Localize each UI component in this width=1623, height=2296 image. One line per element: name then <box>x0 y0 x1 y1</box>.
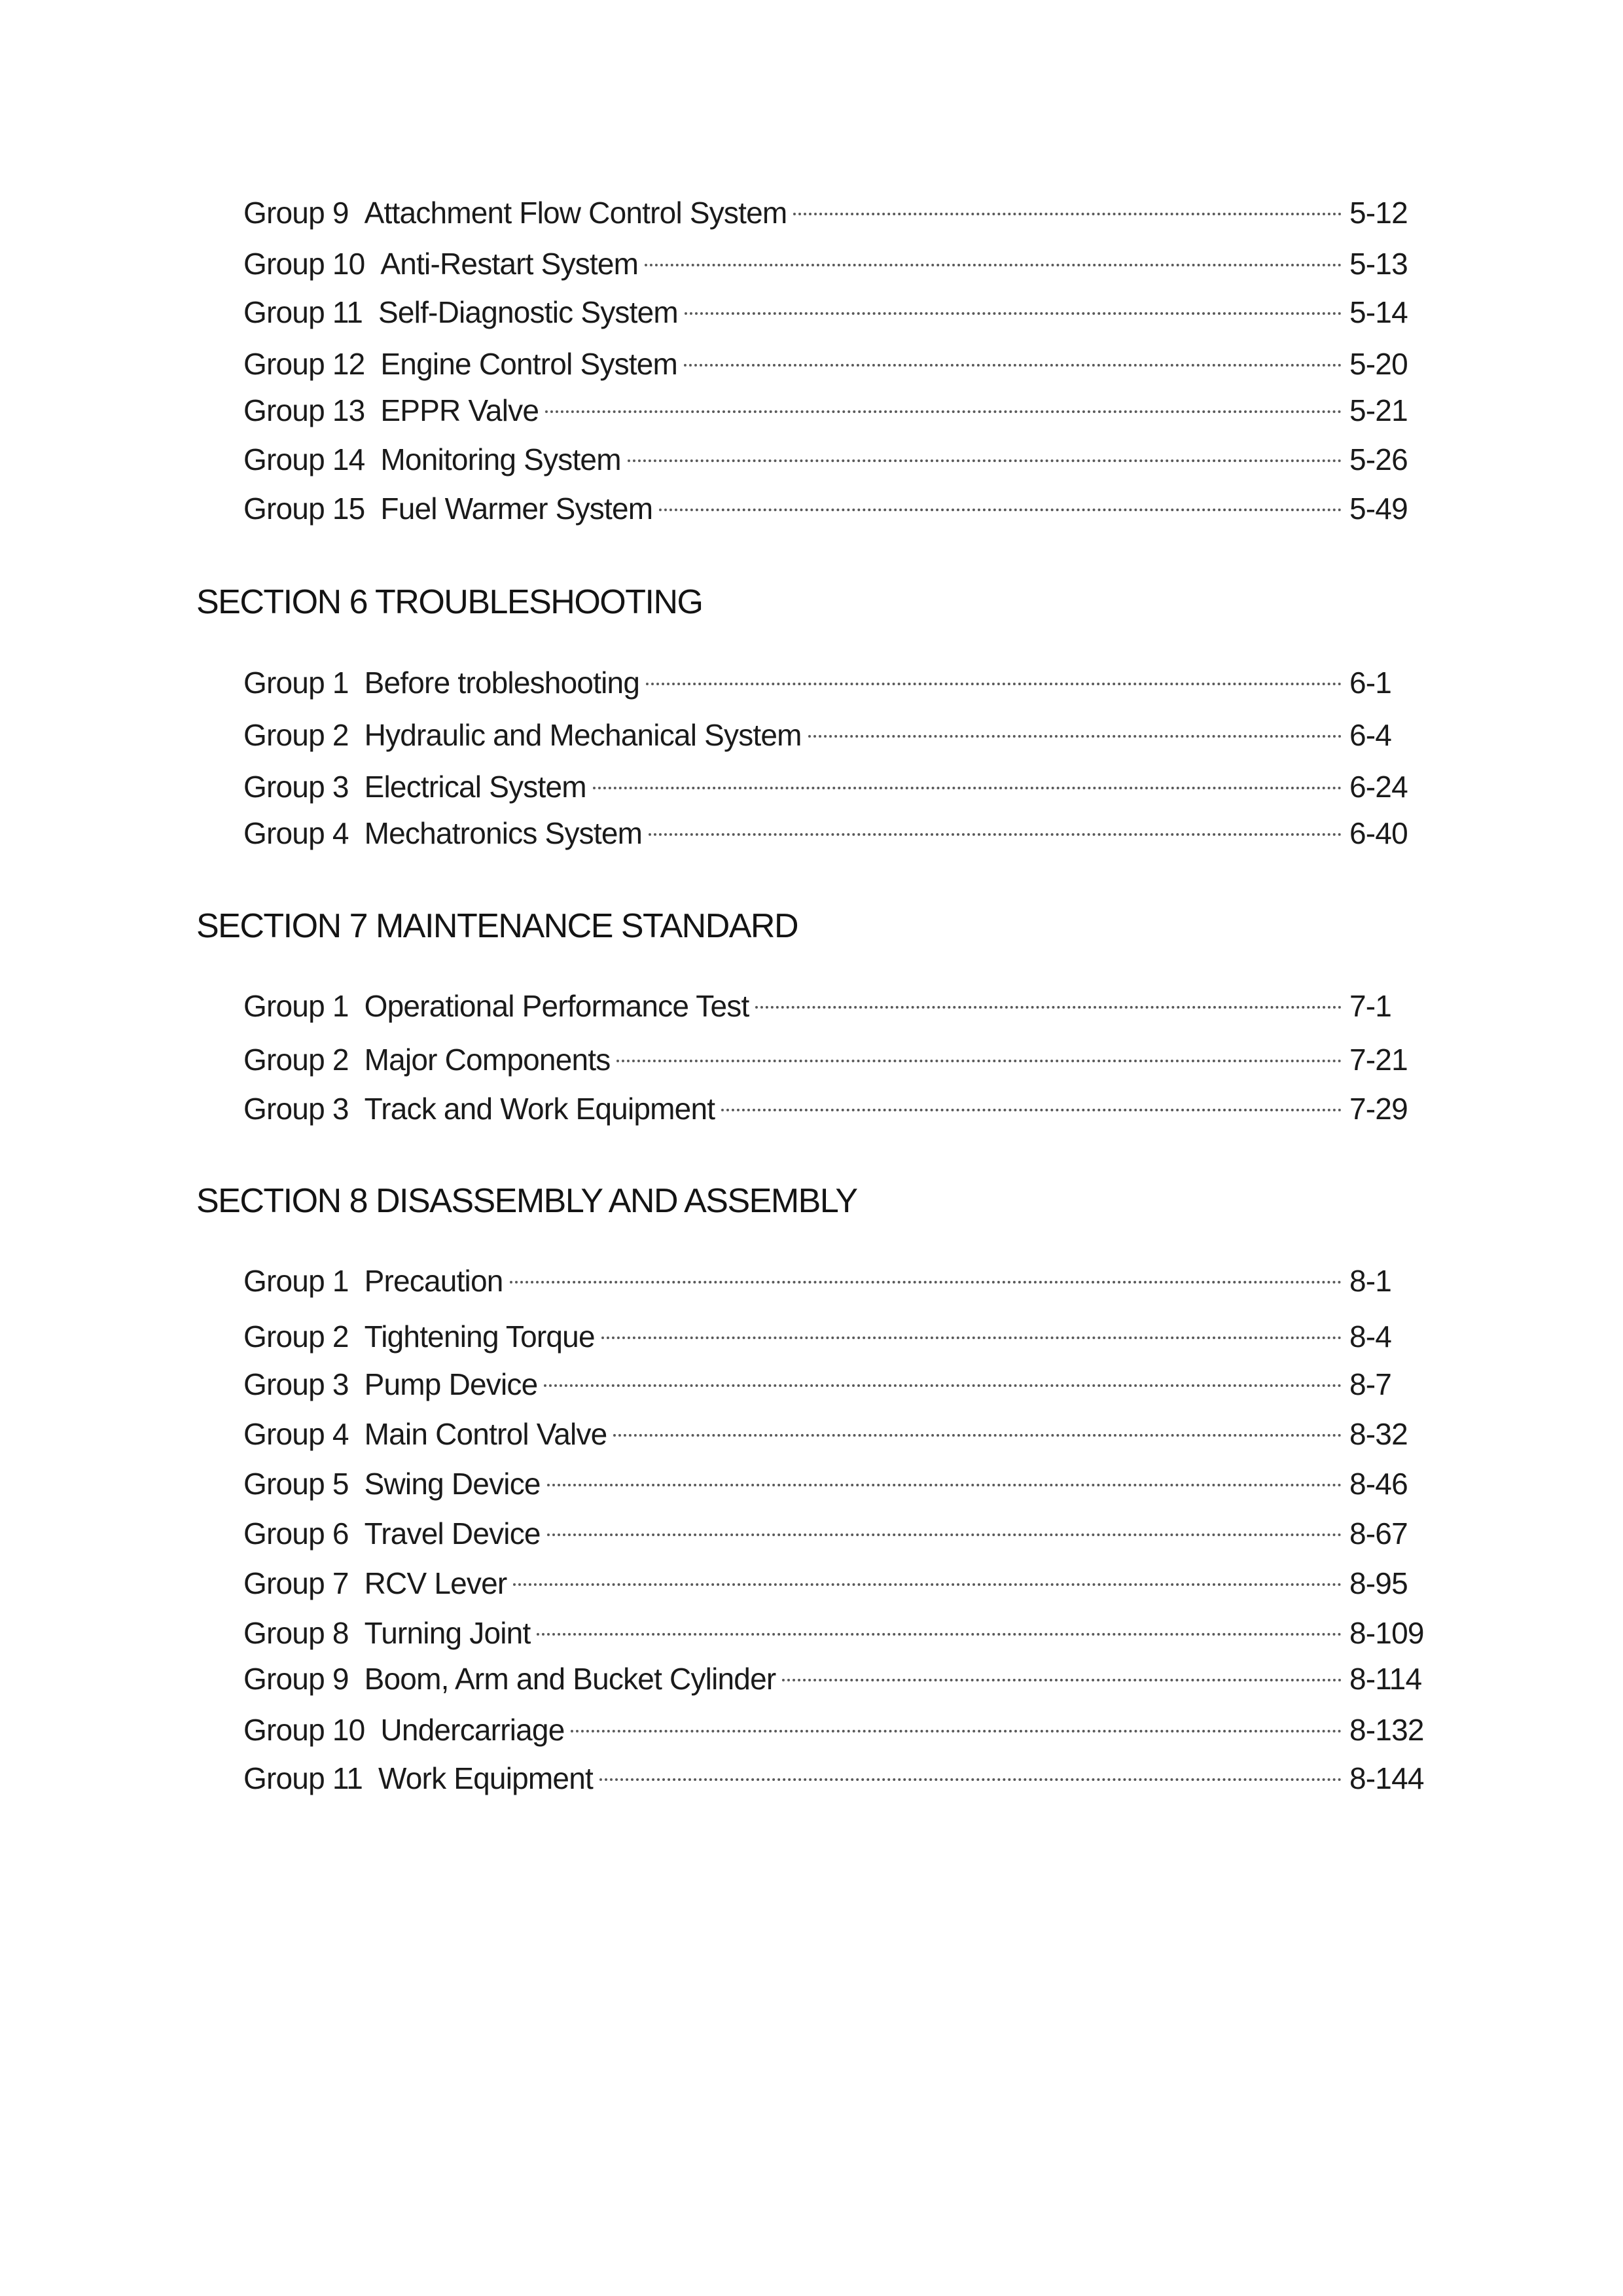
toc-entry <box>243 491 1435 530</box>
toc-entry <box>243 1263 1435 1302</box>
toc-entry-title: Before trobleshooting <box>364 666 640 700</box>
dot-leader <box>510 1281 1342 1283</box>
dot-leader <box>684 364 1342 367</box>
toc-group-number: Group 6 <box>243 1516 349 1551</box>
toc-page-number: 7-29 <box>1349 1092 1408 1126</box>
toc-entry-title: Travel Device <box>364 1516 541 1551</box>
dot-leader <box>599 1778 1342 1781</box>
toc-group-number: Group 8 <box>243 1616 349 1650</box>
toc-entry-title: Attachment Flow Control System <box>364 196 787 230</box>
toc-entry-title: Main Control Valve <box>364 1417 607 1451</box>
toc-entry <box>243 1367 1435 1406</box>
dot-leader <box>685 312 1342 315</box>
dot-leader <box>659 509 1342 511</box>
toc-entry-title: Major Components <box>364 1043 611 1077</box>
toc-group-number: Group 11 <box>243 295 363 329</box>
toc-page-number: 8-95 <box>1349 1566 1408 1600</box>
toc-entry-title: Swing Device <box>364 1467 541 1501</box>
toc-entry <box>243 1761 1435 1800</box>
dot-leader <box>616 1060 1342 1062</box>
toc-group-number: Group 9 <box>243 1662 349 1696</box>
dot-leader <box>721 1109 1342 1111</box>
toc-group-number: Group 14 <box>243 442 365 476</box>
toc-page-number: 6-1 <box>1349 666 1392 700</box>
toc-page-number: 8-1 <box>1349 1264 1392 1298</box>
toc-entry-title: Pump Device <box>364 1367 538 1401</box>
dot-leader <box>547 1534 1342 1536</box>
toc-entry <box>243 346 1435 386</box>
toc-group-number: Group 2 <box>243 718 349 752</box>
toc-entry-title: EPPR Valve <box>380 393 539 427</box>
toc-entry-title: Track and Work Equipment <box>364 1092 715 1126</box>
toc-entry-title: Undercarriage <box>380 1713 565 1747</box>
dot-leader <box>601 1336 1342 1339</box>
toc-entry-title: Engine Control System <box>380 347 678 381</box>
dot-leader <box>646 683 1342 685</box>
dot-leader <box>571 1730 1342 1732</box>
toc-group-number: Group 13 <box>243 393 365 427</box>
toc-entry-title: Hydraulic and Mechanical System <box>364 718 802 752</box>
section-heading: SECTION 7 MAINTENANCE STANDARD <box>196 907 798 945</box>
toc-entry-title: Mechatronics System <box>364 816 643 850</box>
section-heading: SECTION 6 TROUBLESHOOTING <box>196 583 703 621</box>
toc-entry-title: Electrical System <box>364 770 586 804</box>
toc-group-number: Group 1 <box>243 666 349 700</box>
toc-group-number: Group 3 <box>243 1367 349 1401</box>
toc-group-number: Group 4 <box>243 1417 349 1451</box>
toc-page-number: 7-21 <box>1349 1043 1408 1077</box>
section-heading: SECTION 8 DISASSEMBLY AND ASSEMBLY <box>196 1182 857 1220</box>
toc-entry-title: Tightening Torque <box>364 1319 595 1354</box>
toc-entry <box>243 1516 1435 1555</box>
toc-page-number: 5-12 <box>1349 196 1408 230</box>
toc-entry <box>243 769 1435 808</box>
toc-page-number: 8-109 <box>1349 1616 1424 1650</box>
toc-page-number: 8-132 <box>1349 1713 1424 1747</box>
toc-page-number: 5-26 <box>1349 442 1408 476</box>
toc-page-number: 8-144 <box>1349 1761 1424 1795</box>
dot-leader <box>649 833 1342 836</box>
toc-page-number: 8-7 <box>1349 1367 1392 1401</box>
toc-group-number: Group 2 <box>243 1319 349 1354</box>
toc-entry-title: Fuel Warmer System <box>380 492 653 526</box>
dot-leader <box>513 1583 1342 1586</box>
dot-leader <box>544 1384 1342 1387</box>
toc-group-number: Group 15 <box>243 492 365 526</box>
toc-entry-title: Precaution <box>364 1264 503 1298</box>
toc-page-number: 6-24 <box>1349 770 1408 804</box>
toc-entry <box>243 1566 1435 1605</box>
toc-group-number: Group 3 <box>243 770 349 804</box>
toc-entry <box>243 1319 1435 1358</box>
toc-page-number: 5-14 <box>1349 295 1408 329</box>
toc-page-number: 5-21 <box>1349 393 1408 427</box>
toc-entry <box>243 665 1435 704</box>
toc-group-number: Group 4 <box>243 816 349 850</box>
toc-entry <box>243 195 1435 234</box>
toc-group-number: Group 2 <box>243 1043 349 1077</box>
toc-entry <box>243 988 1435 1028</box>
toc-entry <box>243 295 1435 334</box>
toc-group-number: Group 5 <box>243 1467 349 1501</box>
toc-page-number: 8-67 <box>1349 1516 1408 1551</box>
toc-entry <box>243 246 1435 285</box>
toc-page-number: 5-20 <box>1349 347 1408 381</box>
dot-leader <box>793 213 1342 215</box>
toc-group-number: Group 10 <box>243 1713 365 1747</box>
toc-entry <box>243 1042 1435 1081</box>
toc-page-number: 7-1 <box>1349 989 1392 1023</box>
toc-entry <box>243 442 1435 481</box>
toc-page-number: 5-49 <box>1349 492 1408 526</box>
toc-page-number: 6-4 <box>1349 718 1392 752</box>
dot-leader <box>537 1633 1342 1636</box>
toc-entry-title: Monitoring System <box>380 442 621 476</box>
toc-page-number: 8-114 <box>1349 1662 1422 1696</box>
dot-leader <box>755 1006 1342 1009</box>
dot-leader <box>645 264 1342 266</box>
toc-group-number: Group 10 <box>243 247 365 281</box>
toc-entry-title: RCV Lever <box>364 1566 507 1600</box>
toc-group-number: Group 1 <box>243 989 349 1023</box>
toc-group-number: Group 1 <box>243 1264 349 1298</box>
dot-leader <box>593 787 1342 789</box>
toc-entry-title: Work Equipment <box>378 1761 593 1795</box>
toc-entry-title: Self-Diagnostic System <box>378 295 678 329</box>
toc-entry <box>243 393 1435 432</box>
dot-leader <box>628 459 1342 462</box>
toc-entry <box>243 1416 1435 1456</box>
dot-leader <box>782 1679 1342 1681</box>
toc-entry-title: Anti-Restart System <box>380 247 639 281</box>
toc-group-number: Group 9 <box>243 196 349 230</box>
toc-entry <box>243 1712 1435 1751</box>
toc-entry-title: Boom, Arm and Bucket Cylinder <box>364 1662 776 1696</box>
toc-entry <box>243 1615 1435 1655</box>
toc-page-number: 8-46 <box>1349 1467 1408 1501</box>
toc-entry-title: Turning Joint <box>364 1616 531 1650</box>
dot-leader <box>547 1484 1342 1486</box>
toc-group-number: Group 7 <box>243 1566 349 1600</box>
toc-entry <box>243 1661 1435 1700</box>
toc-entry-title: Operational Performance Test <box>364 989 749 1023</box>
toc-group-number: Group 11 <box>243 1761 363 1795</box>
toc-page-number: 8-4 <box>1349 1319 1392 1354</box>
dot-leader <box>613 1434 1342 1437</box>
toc-entry <box>243 1466 1435 1505</box>
toc-page-number: 6-40 <box>1349 816 1408 850</box>
toc-group-number: Group 12 <box>243 347 365 381</box>
toc-entry <box>243 717 1435 757</box>
toc-group-number: Group 3 <box>243 1092 349 1126</box>
toc-entry <box>243 1091 1435 1130</box>
toc-page-number: 5-13 <box>1349 247 1408 281</box>
toc-entry <box>243 816 1435 855</box>
dot-leader <box>808 735 1342 738</box>
dot-leader <box>545 410 1342 413</box>
toc-page-number: 8-32 <box>1349 1417 1408 1451</box>
